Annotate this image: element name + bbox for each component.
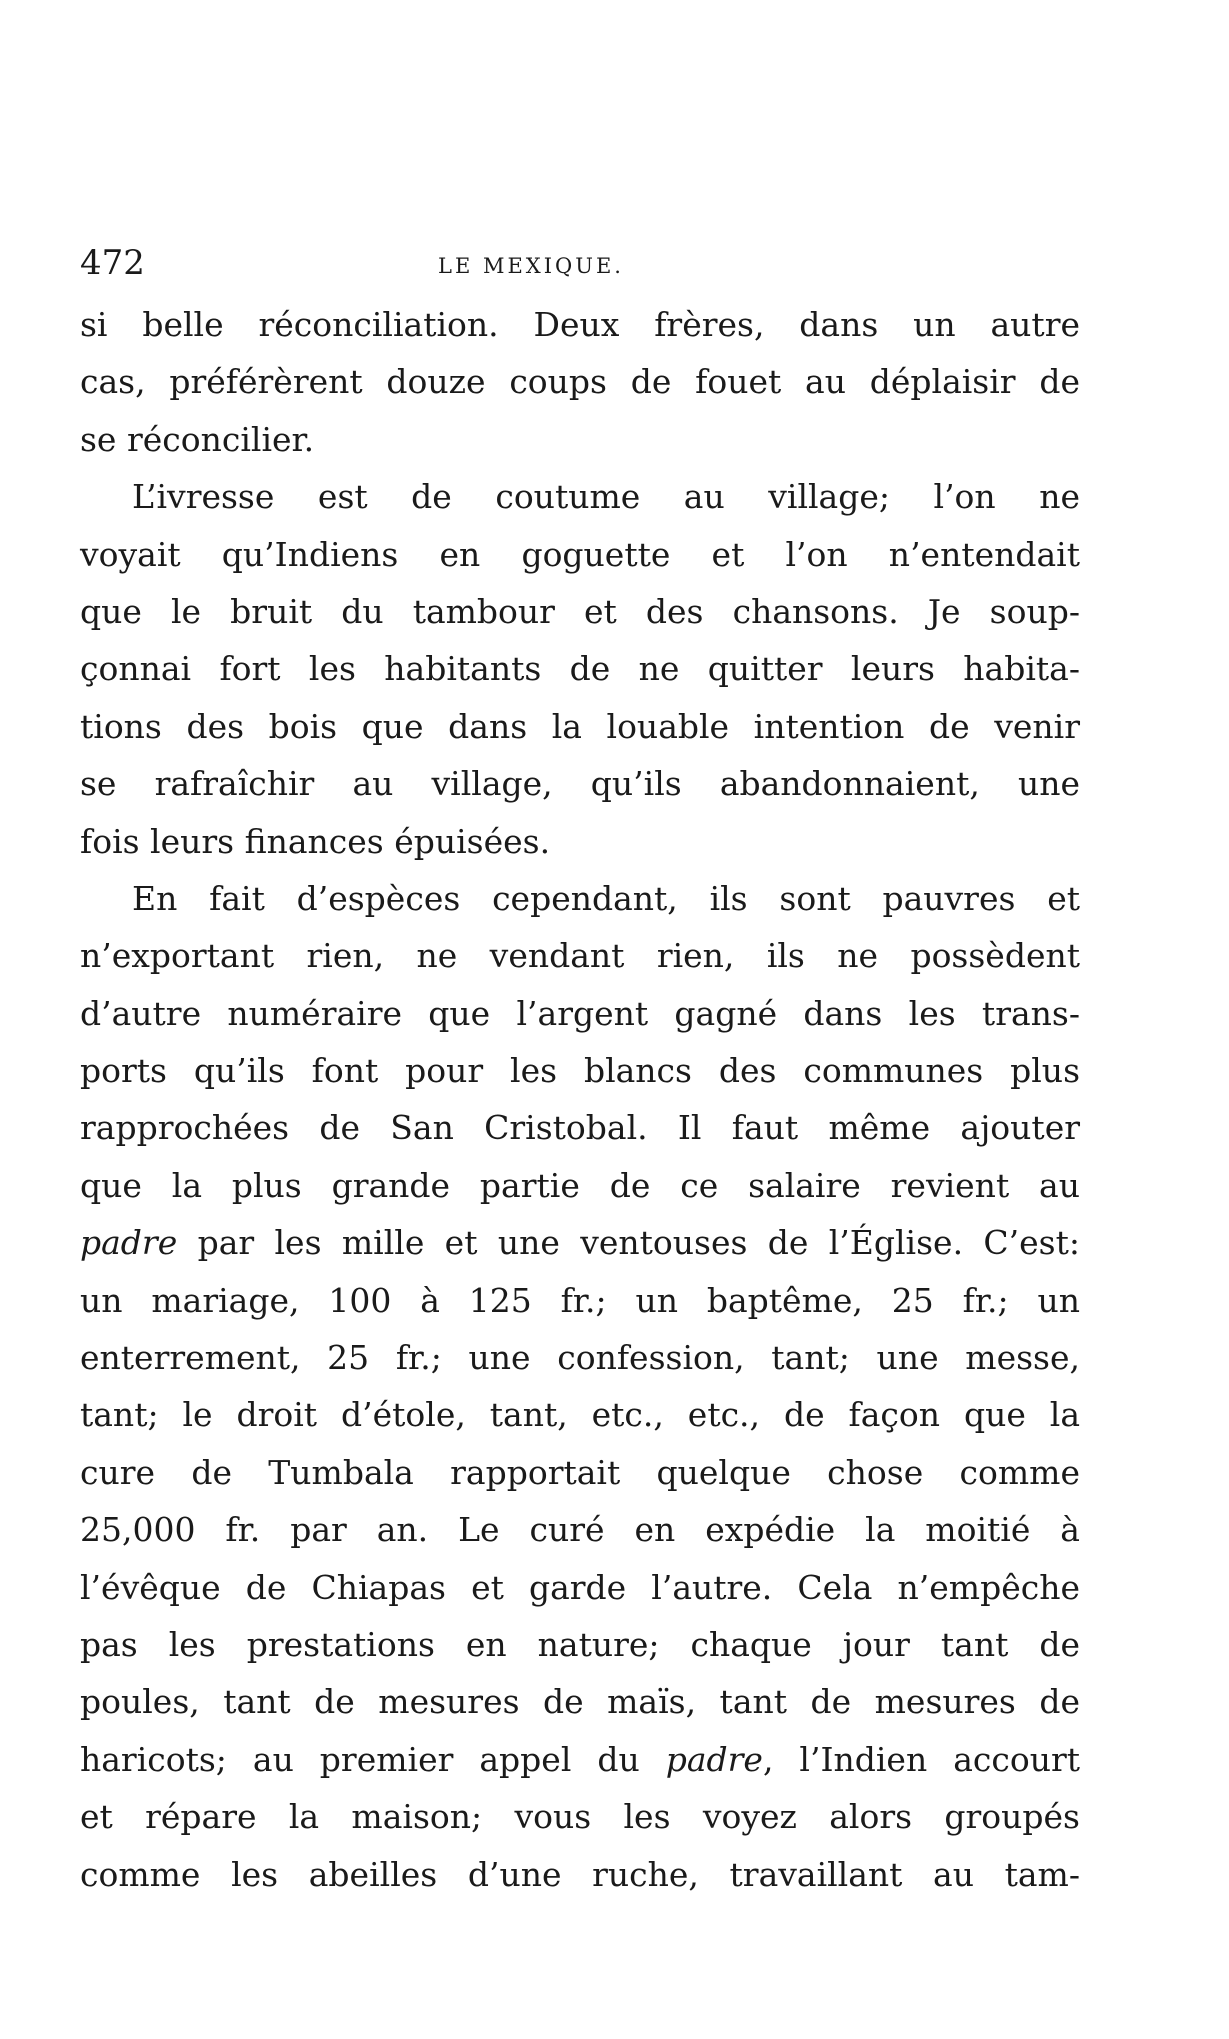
text-line: poules, tant de mesures de maïs, tant de mesures de xyxy=(80,1682,1080,1722)
text-line: 25,000 fr. par an. Le curé en expédie la moitié à xyxy=(80,1510,1080,1550)
text-line: que la plus grande partie de ce salaire revient au xyxy=(80,1165,1080,1205)
text-line: cas, préférèrent douze coups de fouet au déplaisir de xyxy=(80,362,1080,402)
text-line: l’évêque de Chiapas et garde l’autre. Cela n’empêche xyxy=(80,1567,1080,1607)
italic-word: padre xyxy=(665,1739,763,1779)
text-line: rapprochées de San Cristobal. Il faut même ajouter xyxy=(80,1108,1080,1148)
text-line: se rafraîchir au village, qu’ils abandonnaient, une xyxy=(80,764,1080,804)
page-content xyxy=(80,243,1080,1903)
text-line: tions des bois que dans la louable intention de venir xyxy=(80,706,1080,746)
running-title: LE MEXIQUE. xyxy=(438,254,624,278)
text-line: En fait d’espèces cependant, ils sont pauvres et xyxy=(132,878,1080,918)
text-line: çonnai fort les habitants de ne quitter leurs habita- xyxy=(80,649,1080,689)
text-line: enterrement, 25 fr.; une confession, tant; une messe, xyxy=(80,1338,1080,1378)
text-line: voyait qu’Indiens en goguette et l’on n’entendait xyxy=(80,534,1080,574)
text-line: n’exportant rien, ne vendant rien, ils ne possèdent xyxy=(80,936,1080,976)
text-line: ports qu’ils font pour les blancs des communes plus xyxy=(80,1051,1080,1091)
text-line: si belle réconciliation. Deux frères, dans un autre xyxy=(80,305,1080,344)
italic-word: padre xyxy=(80,1223,178,1263)
text-line: tant; le droit d’étole, tant, etc., etc., de façon que la xyxy=(80,1395,1080,1435)
text-line: se réconcilier. xyxy=(80,419,315,459)
text-line: L’ivresse est de coutume au village; l’on ne xyxy=(132,477,1080,517)
text-line: fois leurs finances épuisées. xyxy=(80,821,551,861)
running-head xyxy=(80,243,1080,293)
text-line: padre par les mille et une ventouses de l’Église. C’est: xyxy=(80,1223,1080,1263)
text-line: un mariage, 100 à 125 fr.; un baptême, 25 fr.; un xyxy=(80,1280,1080,1320)
text-line: et répare la maison; vous les voyez alors groupés xyxy=(80,1797,1080,1837)
body-text xyxy=(80,296,1080,1903)
text-line: que le bruit du tambour et des chansons. Je soup- xyxy=(80,591,1080,631)
text-line: comme les abeilles d’une ruche, travaillant au tam- xyxy=(80,1854,1080,1894)
text-line: d’autre numéraire que l’argent gagné dans les trans- xyxy=(80,993,1080,1033)
page-number: 472 xyxy=(80,243,145,283)
text-line: cure de Tumbala rapportait quelque chose comme xyxy=(80,1452,1080,1492)
text-line: pas les prestations en nature; chaque jour tant de xyxy=(80,1624,1080,1664)
text-line: haricots; au premier appel du padre, l’Indien accourt xyxy=(80,1739,1080,1779)
